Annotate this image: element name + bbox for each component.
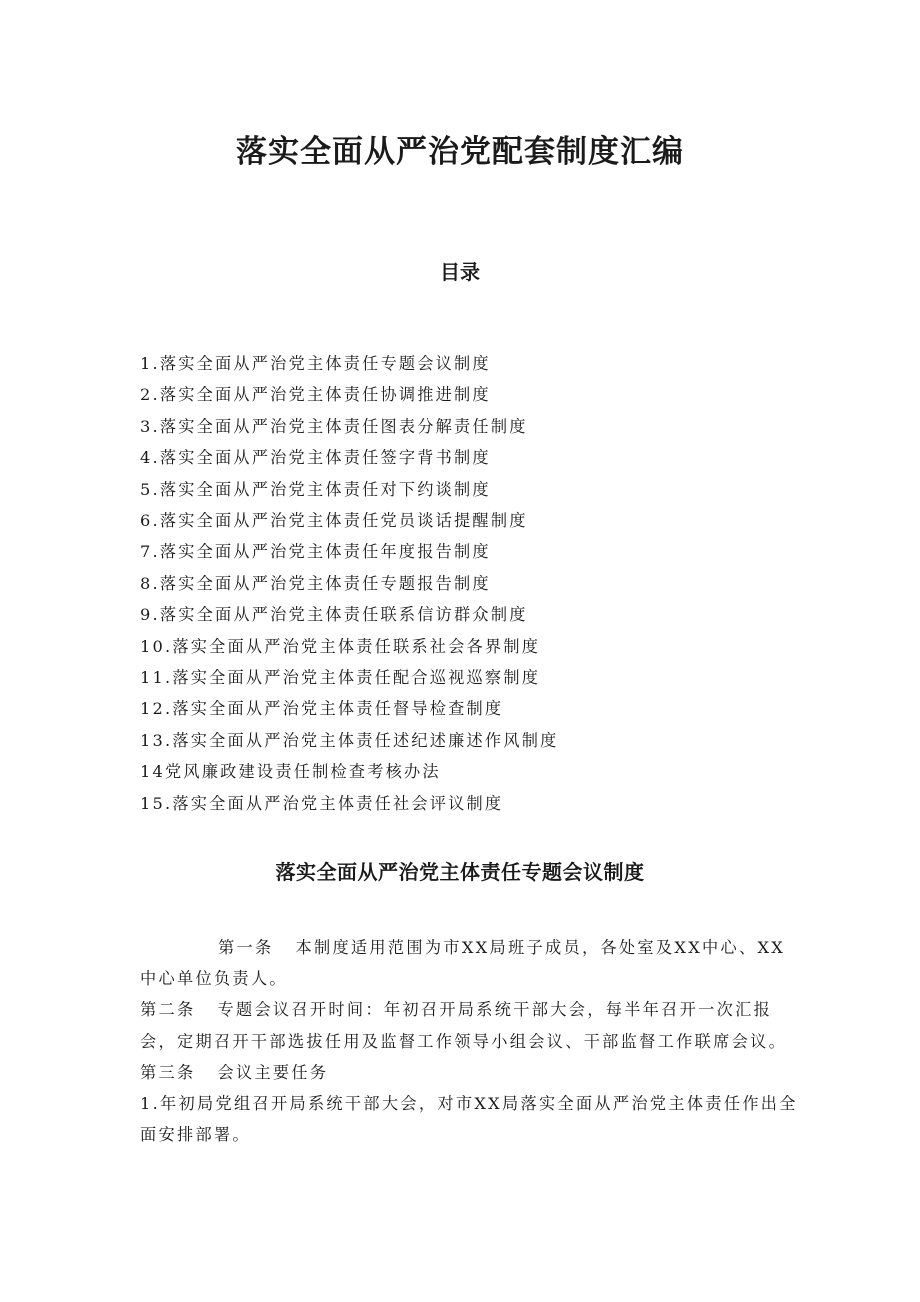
toc-heading: 目录 (440, 260, 480, 284)
article-2 (140, 994, 800, 1056)
toc-item: 14党风廉政建设责任制检查考核办法 (140, 762, 441, 782)
toc-item: 12.落实全面从严治党主体责任督导检查制度 (140, 699, 504, 719)
article-1-text: 本制度适用范围为市XX局班子成员，各处室及XX中心、XX中心单位负责人。 (140, 938, 786, 989)
section-title: 落实全面从严治党主体责任专题会议制度 (275, 860, 645, 884)
toc-item: 13.落实全面从严治党主体责任述纪述廉述作风制度 (140, 730, 559, 750)
article-1 (140, 932, 800, 994)
article-2-text: 专题会议召开时间：年初召开局系统干部大会，每半年召开一次汇报会，定期召开干部选拔任用及监督工作领导小组会议、干部监督工作联席会议。 (140, 1000, 788, 1051)
toc-item: 4.落实全面从严治党主体责任签字背书制度 (140, 448, 491, 468)
list-item: 1.年初局党组召开局系统干部大会，对市XX局落实全面从严治党主体责任作出全面安排部署。 (140, 1094, 798, 1145)
article-3 (140, 1057, 800, 1088)
document-title: 落实全面从严治党配套制度汇编 (236, 134, 684, 170)
article-2-label: 第二条 (140, 1000, 196, 1020)
toc-item: 3.落实全面从严治党主体责任图表分解责任制度 (140, 416, 528, 436)
toc-item: 15.落实全面从严治党主体责任社会评议制度 (140, 793, 504, 813)
article-3-text: 会议主要任务 (217, 1062, 329, 1082)
toc-item: 2.落实全面从严治党主体责任协调推进制度 (140, 385, 491, 405)
section-body (140, 932, 800, 1150)
article-3-label: 第三条 (140, 1062, 196, 1082)
toc-item: 5.落实全面从严治党主体责任对下约谈制度 (140, 479, 491, 499)
table-of-contents (140, 348, 800, 819)
toc-item: 9.落实全面从严治党主体责任联系信访群众制度 (140, 605, 528, 625)
article-1-label: 第一条 (218, 938, 274, 957)
toc-item: 1.落实全面从严治党主体责任专题会议制度 (140, 354, 491, 373)
toc-item: 11.落实全面从严治党主体责任配合巡视巡察制度 (140, 668, 541, 688)
toc-item: 10.落实全面从严治党主体责任联系社会各界制度 (140, 636, 541, 656)
toc-item: 7.落实全面从严治党主体责任年度报告制度 (140, 542, 491, 562)
toc-item: 6.落实全面从严治党主体责任党员谈话提醒制度 (140, 511, 528, 531)
toc-item: 8.落实全面从严治党主体责任专题报告制度 (140, 573, 491, 593)
